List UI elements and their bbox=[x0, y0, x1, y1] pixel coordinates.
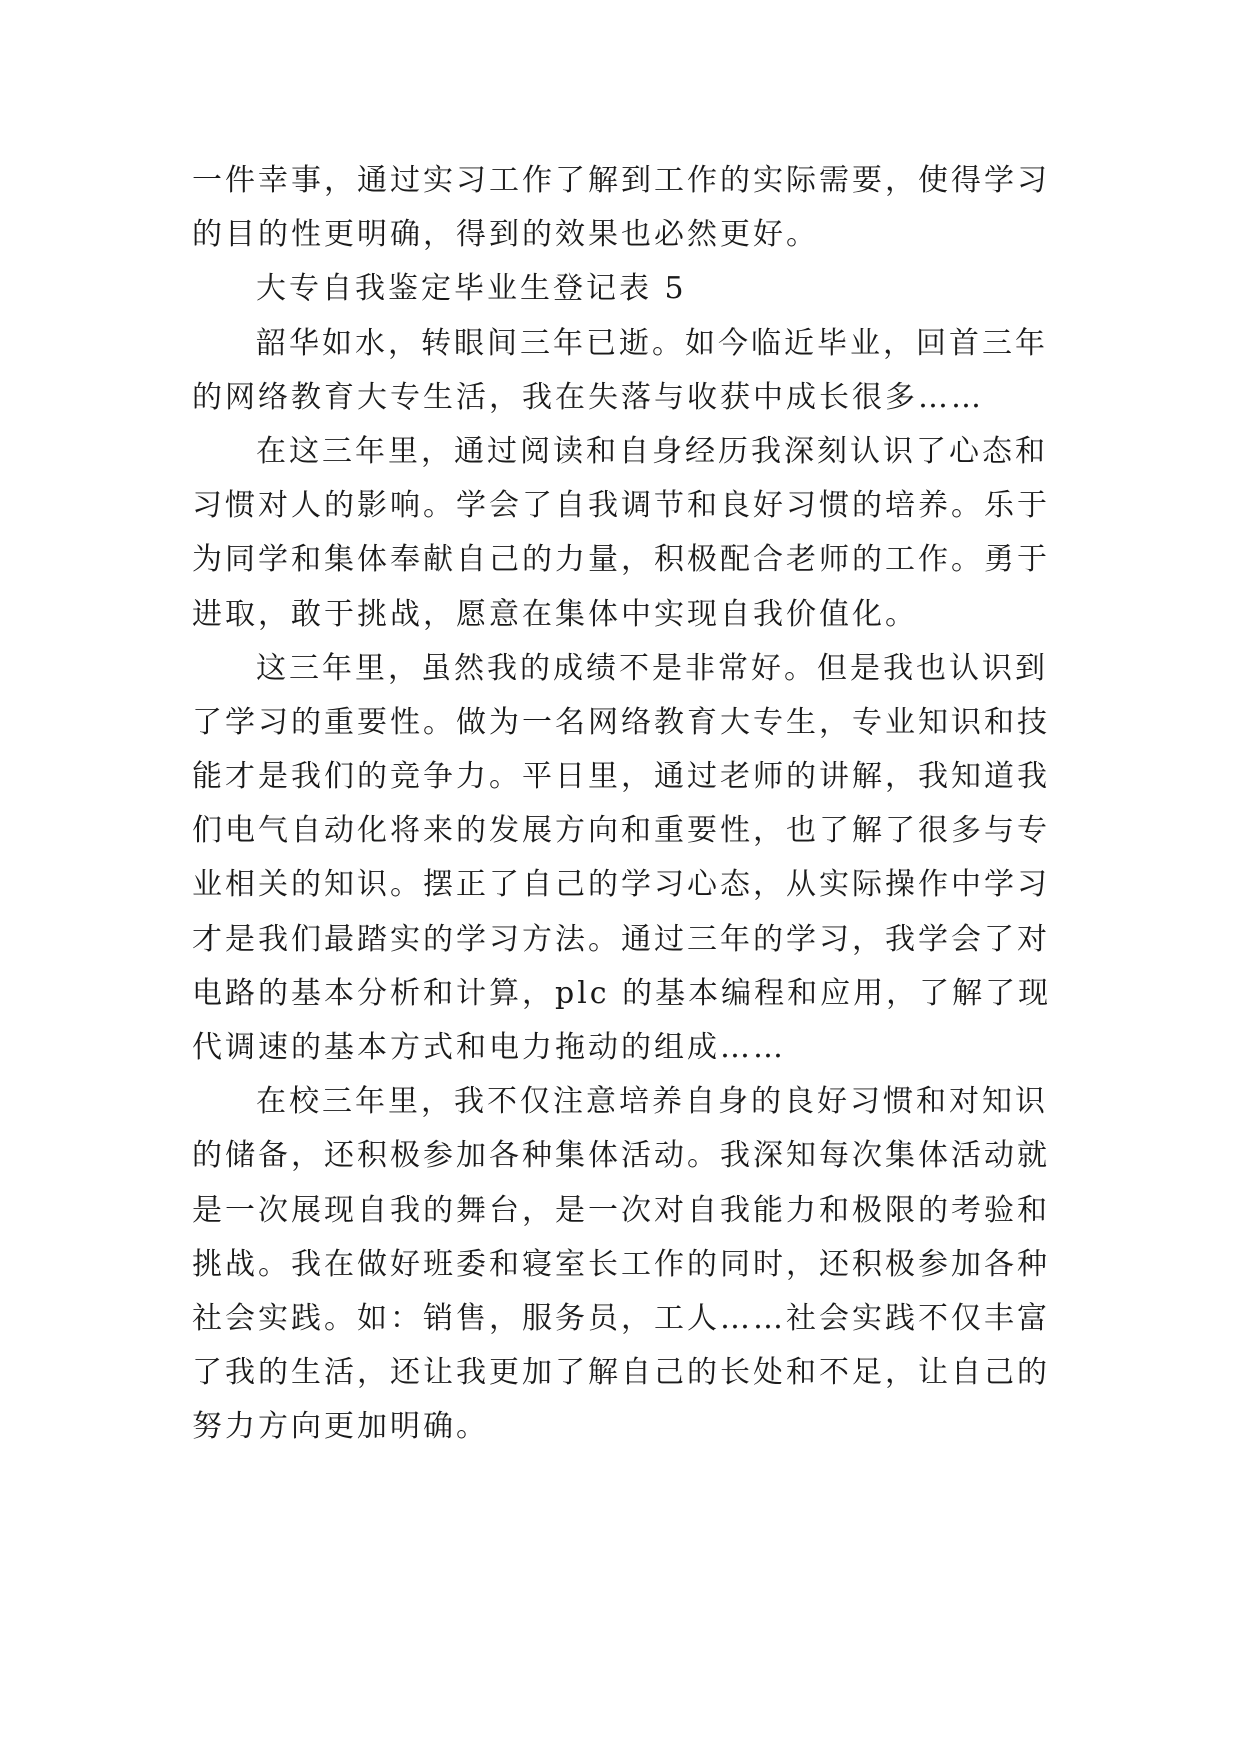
document-body bbox=[192, 154, 1052, 1455]
text-line: 在这三年里，通过阅读和自身经历我深刻认识了心态和 bbox=[256, 433, 1048, 469]
text-line: 电路的基本分析和计算，plc 的基本编程和应用，了解了现 bbox=[192, 975, 1052, 1011]
text-line: 业相关的知识。摆正了自己的学习心态，从实际操作中学习 bbox=[192, 867, 1050, 903]
text-line: 们电气自动化将来的发展方向和重要性，也了解了很多与专 bbox=[192, 813, 1050, 849]
text-line: 这三年里，虽然我的成绩不是非常好。但是我也认识到 bbox=[256, 650, 1048, 686]
text-line: 韶华如水，转眼间三年已逝。如今临近毕业，回首三年 bbox=[256, 325, 1048, 361]
text-line: 一件幸事，通过实习工作了解到工作的实际需要，使得学习 bbox=[192, 163, 1050, 198]
text-line: 才是我们最踏实的学习方法。通过三年的学习，我学会了对 bbox=[192, 921, 1050, 957]
text-line: 的目的性更明确，得到的效果也必然更好。 bbox=[192, 217, 819, 253]
text-line: 了学习的重要性。做为一名网络教育大专生，专业知识和技 bbox=[192, 704, 1050, 740]
section-heading: 大专自我鉴定毕业生登记表 5 bbox=[256, 271, 687, 307]
text-line: 能才是我们的竞争力。平日里，通过老师的讲解，我知道我 bbox=[192, 759, 1050, 795]
text-line: 在校三年里，我不仅注意培养自身的良好习惯和对知识 bbox=[256, 1084, 1048, 1120]
text-line: 了我的生活，还让我更加了解自己的长处和不足，让自己的 bbox=[192, 1355, 1050, 1391]
text-line: 的网络教育大专生活，我在失落与收获中成长很多…… bbox=[192, 379, 984, 415]
text-line: 挑战。我在做好班委和寝室长工作的同时，还积极参加各种 bbox=[192, 1246, 1050, 1282]
text-line: 努力方向更加明确。 bbox=[192, 1409, 489, 1445]
text-line: 习惯对人的影响。学会了自我调节和良好习惯的培养。乐于 bbox=[192, 488, 1050, 524]
text-line: 为同学和集体奉献自己的力量，积极配合老师的工作。勇于 bbox=[192, 542, 1050, 578]
text-line: 代调速的基本方式和电力拖动的组成…… bbox=[192, 1030, 786, 1065]
text-line: 是一次展现自我的舞台，是一次对自我能力和极限的考验和 bbox=[192, 1192, 1050, 1228]
text-line: 社会实践。如：销售，服务员，工人……社会实践不仅丰富 bbox=[192, 1300, 1050, 1336]
text-line: 进取，敢于挑战，愿意在集体中实现自我价值化。 bbox=[192, 596, 918, 632]
text-line: 的储备，还积极参加各种集体活动。我深知每次集体活动就 bbox=[192, 1138, 1050, 1174]
